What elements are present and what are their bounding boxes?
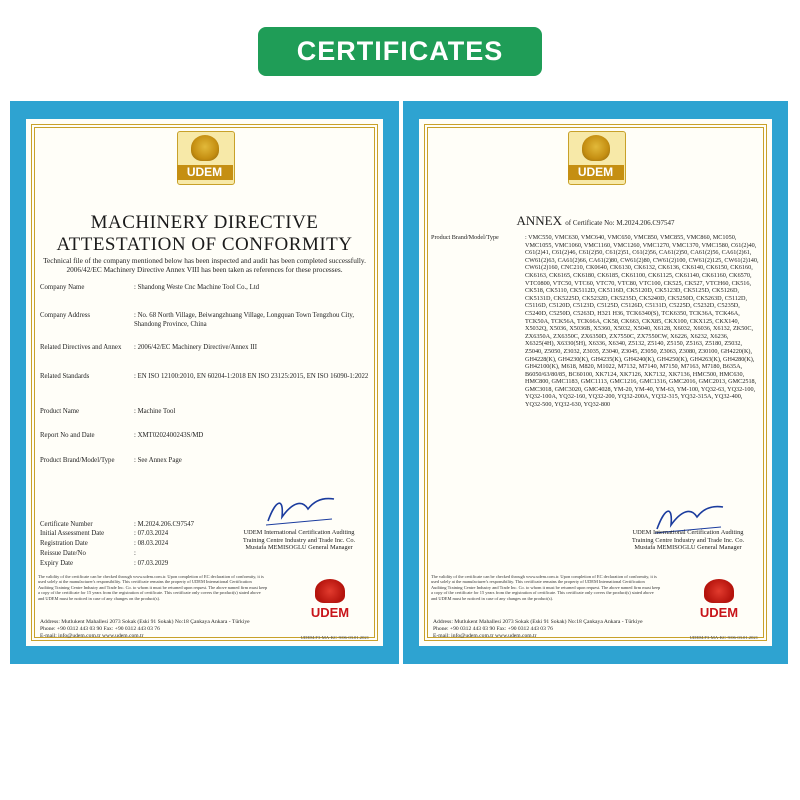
company-name-row: Company Name : Shandong Weste Cnc Machine Tool Co., Ltd <box>40 284 260 291</box>
udem-red-logo: UDEM <box>695 579 743 625</box>
right-certificate-panel <box>403 101 788 664</box>
phone-line: Phone: +90 0312 443 03 90 Fax: +90 0312 443 03 76 <box>40 626 160 632</box>
registration-date-row: Registration Date : 08.03.2024 <box>40 540 169 547</box>
email-line: E-mail: info@udem.com.tr www.udem.com.tr <box>40 633 144 639</box>
document-code: UDEM.F3-MA-KC-9/06-03.01.2021 <box>689 635 758 640</box>
certificate-paper <box>26 119 383 646</box>
lion-crest-icon <box>315 579 345 603</box>
certificate-title-line2: ATTESTATION OF CONFORMITY <box>56 234 353 255</box>
signature-icon <box>262 491 342 531</box>
logo-text: UDEM <box>177 165 233 180</box>
document-code: UDEM.F3-MA-KC-9/06-03.01.2021 <box>300 635 369 640</box>
annex-paper <box>419 119 772 646</box>
company-address-row: Company Address : No. 68 North Village, Beiwangzhuang Village, Longquan Town Tengzhou City, Shandong Province, China <box>40 312 355 328</box>
address-line: Address: Mutlukent Mahallesi 2073 Sokak (Eski 91 Sokak) No:18 Çankaya Ankara - Türkiye <box>433 619 643 625</box>
annex-title: ANNEX of Certificate No: M.2024.206.C97547 <box>516 213 675 228</box>
certificate-intro: Technical file of the company mentioned below has been inspected and audit has been completed successfully. 2006/42/EC Machinery Directive Annex VIII has been taken as references for these processes. <box>43 256 366 274</box>
annex-models-row: Product Brand/Model/Type : VMC550, VMC630, VMC640, VMC650, VMC850, VMC855, VMC860, MC1050, VMC1055, VMC1060, VMC1160, VMC1260, VMC1270, VMC1370, VMC1580, C61(2)40, C61(2)41, C61(2)46, C61(2)50, C61(2)51, C61(2)56, CA61(2)50, CA61(2)56, CA61(2)61, CW61(2)63, CA61(2)66, CA61(2)80, CW61(2)80, CW61(2)100, CW61(2)125, CW61(2)140, CW61(2)160, CNC210, CK0640, CK6130, CK6132, CK6136, CK6140, CK6150, CK6160, CK6163, CK6165, CK6180, CK6185, CK61100, CK61125, CK61140, CK61160, CK6570, VTC0800, VTC50, VTC60, VTC70, VTC80, VTC100, CK525, CK527, VTCH60, CK516, CK518, CK5110, CK5112D, CK5116D, CK5120D, CK5123D, CK5125D, CK5126D, CK5131D, CK5225D, CK5232D, CK5235D, CK5240D, CK5250D, CK5263D, C5112D, C5116D, C5120D, C5123D, C5125D, C5126D, C5131D, C5225D, C5232D, C5235D, C5240D, C5250D, C5263D, H321 H36, TCK6340(S), TCK6350, TCK36A, TCK46A, TCK50A, TCK56A, TCK66A, CK58, CK663, CKX85, CKX100, CKX125, CKX140, X5032Q, X5036, X5036B, X5360, X5032, X5040, X6128, X6032, X6036, X6132, ZK50C, ZX6350A, ZX6350C, ZX6350D, ZX7550C, ZX7550CW, X6226, X6232, X6236, X6325(4H), X6330(5H), X6336, X6340, Z5132, Z5140, Z5150, Z5163, Z5180, Z5032, Z5040, Z5050, Z3032, Z3035, Z3040, Z3045, Z3050, Z3063, Z3080, Z30100, GH4220(K), GH4228(K), GH4230(K), GH4235(K), GH4240(K), GH4250(K), GH4263(K), GH4280(K), GH42100(K), M618, M820, M1022, M7132, M7140, M7150, M7163, M7180, B635A, B6050/63/80/85, BC60100, XK7124, XK7126, XK7132, XK7136, HMC500, HMC630, HMC800, GMC1183, GMC1113, GMC1216, GMC1316, GMC2016, GMC2013, GMC2518, GMC3018, GMC3020, GMC4028, YM-20, YM-40, YM-63, YM-100, YQ32-63, YQ32-100, YQ32-100A, YQ32-160, YQ32-200, YQ32-200A, YQ32-315, YQ32-315A, YQ32-400, YQ32-500, YQ32-630, YQ32-800 <box>431 234 759 409</box>
expiry-date-row: Expiry Date : 07.03.2029 <box>40 560 169 567</box>
validity-fine-print: The validity of the certificate can be checked through www.udem.com.tr. Upon completion of EC declaration of conformity, it is used solely at the manufacturer's responsibility. This certificate remains the property of UDEM International Certification Auditing Training Centre Industry and Trade Inc. Co. to whom it must be returned upon request. The above named firm must keep a copy of the certificate for 15 years from the registration of certificate. This certificate only covers the product(s) stated above and UDEM must be noticed in case of any changes on the product(s). <box>431 574 661 601</box>
udem-logo <box>177 131 233 195</box>
signatory-details: UDEM International Certification Auditing Training Centre Industry and Trade Inc. Co. Mustafa MEMISOGLU General Manager <box>631 529 745 551</box>
reissue-date-row: Reissue Date/No : <box>40 550 136 557</box>
address-line: Address: Mutlukent Mahallesi 2073 Sokak (Eski 91 Sokak) No:18 Çankaya Ankara - Türkiye <box>40 619 250 625</box>
left-certificate-panel <box>10 101 399 664</box>
lion-crest-icon <box>582 135 610 161</box>
report-row: Report No and Date : XMT0202400243S/MD <box>40 432 204 439</box>
certificate-number-row: Certificate Number : M.2024.206.C97547 <box>40 521 195 528</box>
standards-row: Related Standards : EN ISO 12100:2010, EN 60204-1:2018 EN ISO 23125:2015, EN ISO 16090-1:2022 <box>40 373 369 380</box>
brand-model-row: Product Brand/Model/Type : See Annex Page <box>40 457 182 464</box>
udem-red-logo: UDEM <box>306 579 354 625</box>
lion-crest-icon <box>704 579 734 603</box>
product-name-row: Product Name : Machine Tool <box>40 408 176 415</box>
validity-fine-print: The validity of the certificate can be checked through www.udem.com.tr. Upon completion of EC declaration of conformity, it is used solely at the manufacturer's responsibility. This certificate remains the property of UDEM International Certification Auditing Training Centre Industry and Trade Inc. Co. to whom it must be returned upon request. The above named firm must keep a copy of the certificate for 15 years from the registration of certificate. This certificate only covers the product(s) stated above and UDEM must be noticed in case of any changes on the product(s). <box>38 574 268 601</box>
phone-line: Phone: +90 0312 443 03 90 Fax: +90 0312 443 03 76 <box>433 626 553 632</box>
signatory-details: UDEM International Certification Auditing Training Centre Industry and Trade Inc. Co. Mustafa MEMISOGLU General Manager <box>242 529 356 551</box>
directives-row: Related Directives and Annex : 2006/42/EC Machinery Directive/Annex III <box>40 344 258 351</box>
email-line: E-mail: info@udem.com.tr www.udem.com.tr <box>433 633 537 639</box>
lion-crest-icon <box>191 135 219 161</box>
udem-logo: UDEM <box>568 131 624 195</box>
initial-assessment-row: Initial Assessment Date : 07.03.2024 <box>40 530 169 537</box>
model-list: : VMC550, VMC630, VMC640, VMC650, VMC850, VMC855, VMC860, MC1050, VMC1055, VMC1060, VMC1160, VMC1260, VMC1270, VMC1370, VMC1580, C61(2)40, C61(2)41, C61(2)46, C61(2)50, C61(2)51, C61(2)56, CA61(2)50, CA61(2)56, CA61(2)61, CW61(2)63, CA61(2)66, CA61(2)80, CW61(2)80, CW61(2)100, CW61(2)125, CW61(2)140, CW61(2)160, CNC210, CK0640, CK6130, CK6132, CK6136, CK6140, CK6150, CK6160, CK6163, CK6165, CK6180, CK6185, CK61100, CK61125, CK61140, CK61160, CK6570, VTC0800, VTC50, VTC60, VTC70, VTC80, VTC100, CK525, CK527, VTCH60, CK516, CK518, CK5110, CK5112D, CK5116D, CK5120D, CK5123D, CK5125D, CK5126D, CK5131D, CK5225D, CK5232D, CK5235D, CK5240D, CK5250D, CK5263D, C5112D, C5116D, C5120D, C5123D, C5125D, C5126D, C5131D, C5225D, C5232D, C5235D, C5240D, C5250D, C5263D, H321 H36, TCK6340(S), TCK6350, TCK36A, TCK46A, TCK50A, TCK56A, TCK66A, CK58, CK663, CKX85, CKX100, CKX125, CKX140, X5032Q, X5036, X5036B, X5360, X5032, X5040, X6128, X6032, X6036, X6132, ZK50C, ZX6350A, ZX6350C, ZX6350D, ZX7550C, ZX7550CW, X6226, X6232, X6236, X6325(4H), X6330(5H), X6336, X6340, Z5132, Z5140, Z5150, Z5163, Z5180, Z5032, Z5040, Z5050, Z3032, Z3035, Z3040, Z3045, Z3050, Z3063, Z3080, Z30100, GH4220(K), GH4228(K), GH4230(K), GH4235(K), GH4240(K), GH4250(K), GH4263(K), GH4280(K), GH42100(K), M618, M820, M1022, M7132, M7140, M7150, M7163, M7180, B635A, B6050/63/80/85, BC60100, XK7124, XK7126, XK7132, XK7136, HMC500, HMC630, HMC800, GMC1183, GMC1113, GMC1216, GMC1316, GMC2016, GMC2013, GMC2518, GMC3018, GMC3020, GMC4028, YM-20, YM-40, YM-63, YM-100, YQ32-63, YQ32-100, YQ32-100A, YQ32-160, YQ32-200, YQ32-200A, YQ32-315, YQ32-315A, YQ32-400, YQ32-500, YQ32-630, YQ32-800 <box>525 234 759 409</box>
certificates-banner: CERTIFICATES <box>258 27 542 76</box>
certificate-title-line1: MACHINERY DIRECTIVE <box>90 212 319 233</box>
